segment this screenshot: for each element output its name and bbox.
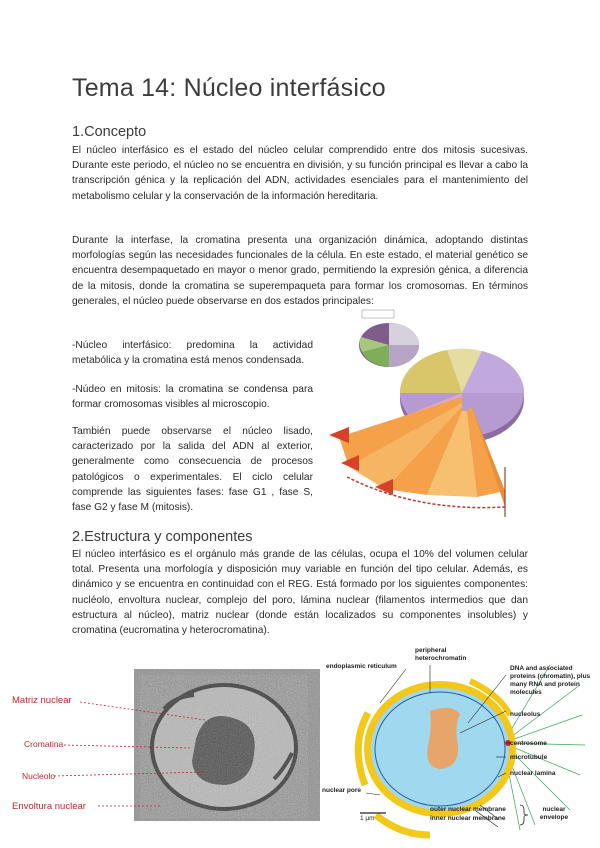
- label-matriz-nuclear: Matriz nuclear: [12, 695, 72, 706]
- paragraph-mitosis: -Núdeo en mitosis: la cromatina se condensa para formar cromosomas visibles al microscopio.: [72, 384, 313, 411]
- label-nucleolus: nucleolus: [510, 711, 541, 718]
- label-microtubule: microtubule: [510, 754, 548, 761]
- paragraph-interfasico: -Núcleo interfásico: predomina la actividad metabólica y la cromatina está menos condensada.: [72, 340, 313, 367]
- label-endoplasmic-reticulum: endoplasmic reticulum: [326, 663, 397, 670]
- label-nuclear-lamina: nuclear lamina: [510, 770, 556, 777]
- section-heading-concepto: 1.Concepto: [72, 124, 147, 140]
- section-heading-estructura: 2.Estructura y componentes: [72, 529, 253, 545]
- label-nuclear-pore: nuclear pore: [322, 787, 362, 794]
- envelope-bracket: [518, 804, 530, 826]
- label-centrosome: centrosome: [510, 740, 547, 747]
- label-cromatina: Cromatina: [24, 739, 64, 749]
- label-inner-nuclear-membrane: inner nuclear membrane: [430, 815, 506, 822]
- label-outer-nuclear-membrane: outer nuclear membrane: [430, 806, 506, 813]
- paragraph-concepto-2: Durante la interfase, la cromatina presenta una organización dinámica, adoptando distintas morfologías según las necesidades funcionales de la célula. En este estado, el material genético se encuentra desempaquetado en mayor o menor grado, permitiendo la expresión génica, a diferencia de la mitosis, donde la cromatina se superempaqueta para formar los cromosomas. En términos generales, el núcleo puede observarse en dos estados principales:: [72, 235, 528, 307]
- paragraph-estructura: El núcleo interfásico es el orgánulo más grande de las células, ocupa el 10% del volumen celular total. Presenta una morfología y disposición muy variable en función del tipo celular. Además, es dinámico y se encuentra en continuidad con el REG. Está formado por los siguientes componentes: nucléolo, envoltura nuclear, complejo del poro, lámina nuclear (filamentos intermedios que dan estructura al núcleo), matriz nuclear (donde están localizados su componentes insolubles) y cromatina (eucromatina y heterocromatina).: [72, 549, 528, 637]
- small-pie-chart: [359, 323, 419, 367]
- label-peripheral-heterochromatin: peripheral heterochromatin: [415, 647, 467, 662]
- label-nuclear-envelope: nuclear envelope: [539, 806, 569, 821]
- label-nucleolo: Nucleolo: [22, 771, 56, 781]
- cell-cycle-diagram: [327, 307, 527, 522]
- label-scale-bar: 1 µm: [360, 815, 375, 822]
- paragraph-lisado: También puede observarse el núcleo lisado, caracterizado por la salida del ADN al exterior, generalmente como consecuencia de procesos patológicos o experimentales. El ciclo celular comprende las siguientes fases: fase G1 , fase S, fase G2 y fase M (mitosis).: [72, 426, 313, 514]
- label-dna-chromatin: DNA and associated proteins (chromatin), plus many RNA and protein molecules: [510, 665, 591, 696]
- paragraph-concepto-1: El núcleo interfásico es el estado del núcleo celular comprendido entre dos mitosis sucesivas. Durante este periodo, el núcleo no se encuentra en división, y su función principal es llevar a cabo la transcripción génica y la replicación del ADN, actividades esenciales para el mantenimiento del metabolismo celular y la conservación de la información hereditaria.: [72, 145, 528, 202]
- label-envoltura-nuclear: Envoltura nuclear: [12, 801, 86, 812]
- page-title: Tema 14: Núcleo interfásico: [72, 74, 386, 102]
